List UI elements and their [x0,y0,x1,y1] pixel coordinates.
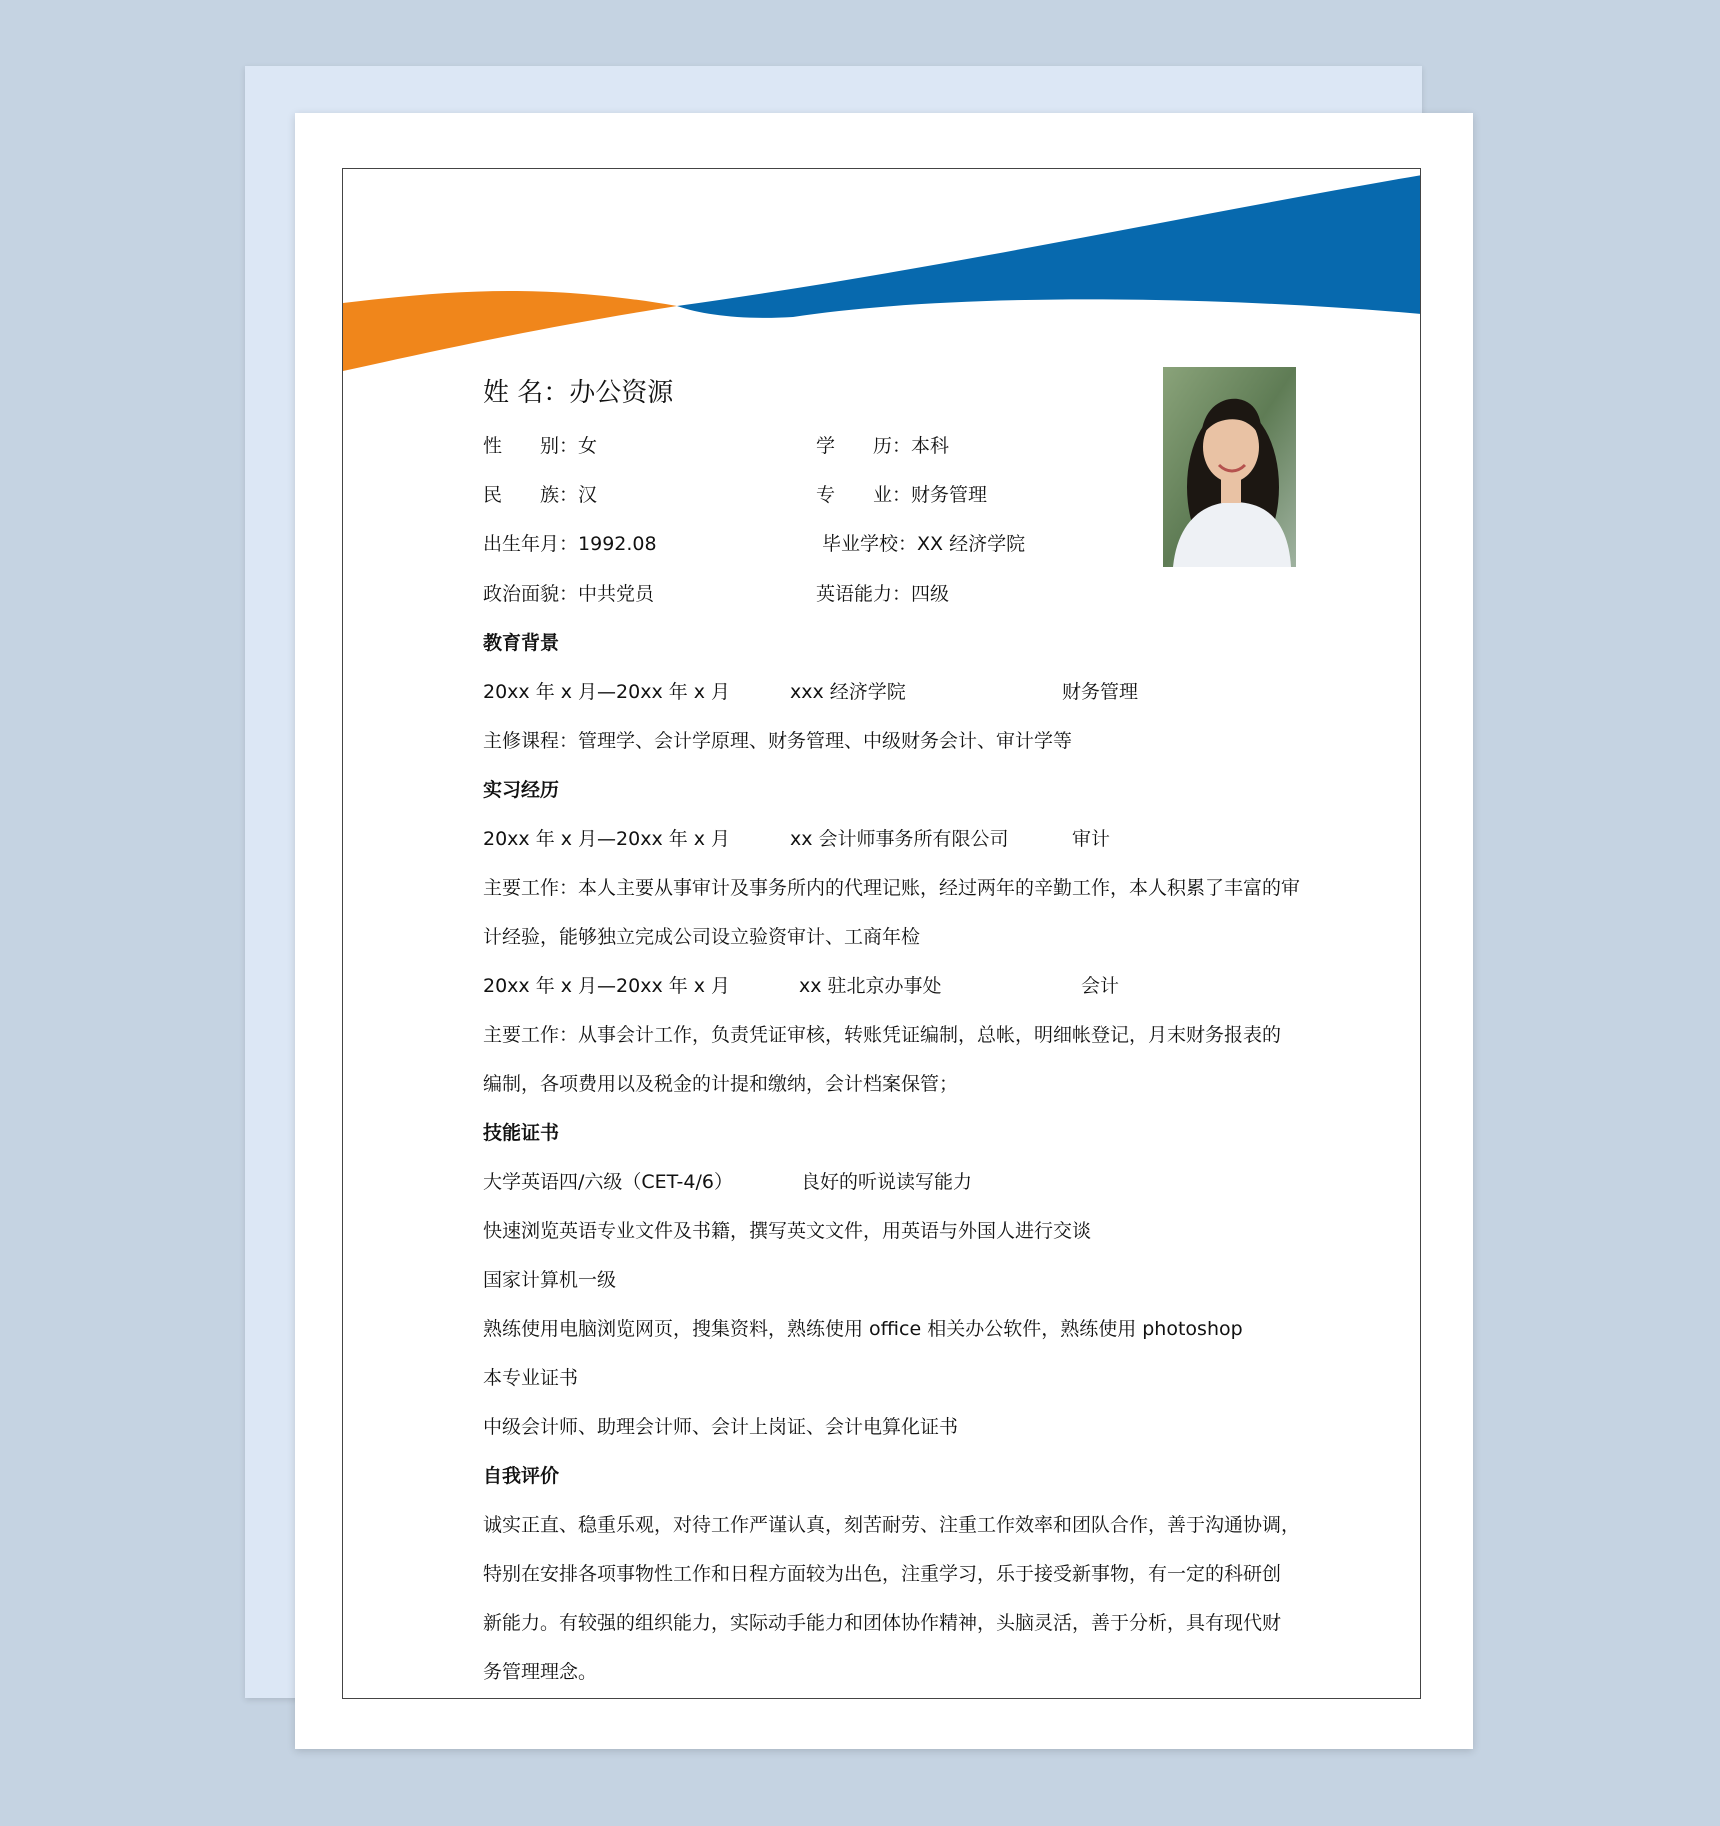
job2-desc-line1: 主要工作：从事会计工作，负责凭证审核，转账凭证编制，总帐，明细帐登记，月末财务报表的 [483,1024,1282,1046]
education-courses: 主修课程：管理学、会计学原理、财务管理、中级财务会计、审计学等 [483,730,1073,752]
education-heading: 教育背景 [483,632,560,654]
skill-cert1: 大学英语四/六级（CET-4/6） [483,1171,733,1193]
internship-heading: 实习经历 [483,779,560,801]
english-label: 英语能力： [816,583,912,605]
skill-line5: 本专业证书 [483,1367,579,1389]
job1-period: 20xx 年 x 月—20xx 年 x 月 [483,828,731,850]
job2-company: xx 驻北京办事处 [799,975,942,997]
major-label: 专 业： [816,484,912,506]
political-row [483,582,654,606]
degree-value: 本科 [911,435,950,457]
name-line [483,377,673,409]
gender-row [483,434,597,458]
self-eval-heading: 自我评价 [483,1465,560,1487]
job1-desc-line2: 计经验，能够独立完成公司设立验资审计、工商年检 [483,926,921,948]
skill-line3: 国家计算机一级 [483,1269,617,1291]
education-period: 20xx 年 x 月—20xx 年 x 月 [483,681,731,703]
blue-ribbon [677,175,1421,318]
gender-label: 性 别： [483,435,579,457]
job1-role: 审计 [1072,828,1111,850]
ethnic-label: 民 族： [483,484,579,506]
job1-desc-line1: 主要工作：本人主要从事审计及事务所内的代理记账，经过两年的辛勤工作，本人积累了丰富的审 [483,877,1301,899]
header-ribbon [343,169,1421,379]
photo [1163,367,1296,567]
skill-line6: 中级会计师、助理会计师、会计上岗证、会计电算化证书 [483,1416,959,1438]
skills-heading: 技能证书 [483,1122,560,1144]
english-value: 四级 [911,583,950,605]
skill-cert1-desc: 良好的听说读写能力 [801,1171,973,1193]
self-eval-line3: 新能力。有较强的组织能力，实际动手能力和团体协作精神，头脑灵活，善于分析，具有现代财 [483,1612,1282,1634]
skill-line4: 熟练使用电脑浏览网页，搜集资料，熟练使用 office 相关办公软件，熟练使用 photoshop [483,1318,1243,1340]
education-major: 财务管理 [1062,681,1139,703]
birth-value: 1992.08 [578,533,657,555]
self-eval-line4: 务管理理念。 [483,1661,598,1683]
major-row [816,483,987,507]
english-row [816,582,949,606]
resume-frame [342,168,1421,1699]
major-value: 财务管理 [911,484,988,506]
job2-period: 20xx 年 x 月—20xx 年 x 月 [483,975,731,997]
ethnic-value: 汉 [578,484,598,506]
school-label: 毕业学校： [822,533,918,555]
ethnic-row [483,483,597,507]
name-value: 办公资源 [569,378,674,408]
portrait-image [1163,367,1296,567]
education-school: xxx 经济学院 [790,681,906,703]
job2-desc-line2: 编制，各项费用以及税金的计提和缴纳，会计档案保管； [483,1073,959,1095]
degree-label: 学 历： [816,435,912,457]
school-value: XX 经济学院 [917,533,1026,555]
birth-row [483,532,657,556]
political-label: 政治面貌： [483,583,579,605]
birth-label: 出生年月： [483,533,579,555]
name-label: 姓 名： [483,378,570,408]
job1-company: xx 会计师事务所有限公司 [790,828,1009,850]
self-eval-line1: 诚实正直、稳重乐观，对待工作严谨认真，刻苦耐劳、注重工作效率和团队合作，善于沟通协调， [483,1514,1301,1536]
degree-row [816,434,949,458]
gender-value: 女 [578,435,598,457]
political-value: 中共党员 [578,583,655,605]
orange-ribbon [343,291,677,371]
skill-line2: 快速浏览英语专业文件及书籍，撰写英文文件，用英语与外国人进行交谈 [483,1220,1092,1242]
job2-role: 会计 [1081,975,1120,997]
self-eval-line2: 特别在安排各项事物性工作和日程方面较为出色，注重学习，乐于接受新事物，有一定的科研创 [483,1563,1282,1585]
school-row [822,532,1025,556]
